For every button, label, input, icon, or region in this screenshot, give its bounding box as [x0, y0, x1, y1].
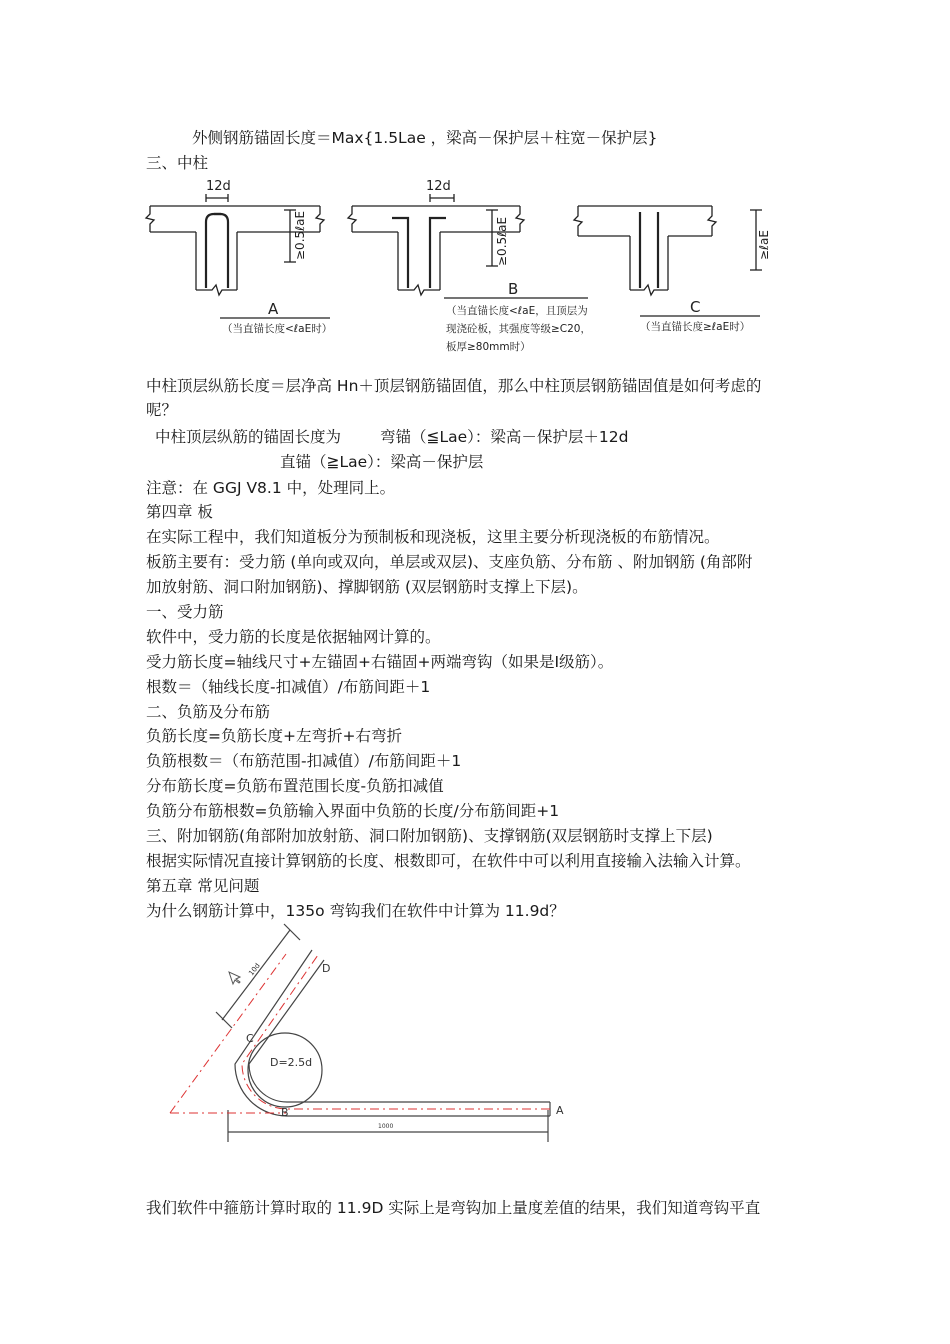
figure-c-frame — [574, 206, 762, 316]
text-line: 根数＝（轴线长度-扣减值）/布筋间距＋1 — [146, 678, 431, 696]
hook-figure — [0, 920, 950, 1160]
label-c: C — [690, 298, 701, 316]
text-line: 弯锚（≦Lae）：梁高－保护层＋12d — [380, 428, 629, 446]
label-a: A — [268, 300, 279, 318]
text-line: 中柱顶层纵筋长度＝层净高 Hn＋顶层钢筋锚固值，那么中柱顶层钢筋锚固值是如何考虑的 — [146, 377, 762, 395]
chapter-heading: 第四章 板 — [146, 503, 213, 521]
text-line: 加放射筋、洞口附加钢筋)、撑脚钢筋 (双层钢筋时支撑上下层)。 — [146, 578, 588, 596]
text-line: 分布筋长度=负筋布置范围长度-负筋扣减值 — [146, 777, 444, 795]
dim-lae-c: ≥ℓaE — [757, 230, 771, 260]
text-line: 注意：在 GGJ V8.1 中，处理同上。 — [146, 479, 396, 497]
point-a-label: A — [556, 1104, 564, 1117]
point-d-label: D — [322, 962, 331, 975]
note-b-2: 现浇砼板，其强度等级≥C20， — [446, 323, 591, 335]
slant-dim-label: 10d — [247, 961, 262, 978]
text-line: 直锚（≧Lae）：梁高－保护层 — [280, 453, 484, 471]
bottom-dim-label: 1000 — [378, 1123, 394, 1130]
section-heading: 二、负筋及分布筋 — [146, 703, 271, 721]
text-line: 受力筋长度=轴线尺寸+左锚固+右锚固+两端弯钩（如果是Ⅰ级筋）。 — [146, 653, 614, 671]
section-heading: 一、受力筋 — [146, 603, 224, 621]
text-line: 中柱顶层纵筋的锚固长度为 — [155, 428, 342, 446]
dim-12d-a: 12d — [206, 179, 231, 194]
text-line: 我们软件中箍筋计算时取的 11.9D 实际上是弯钩加上量度差值的结果，我们知道弯钩平直 — [146, 1199, 761, 1217]
text-line: 负筋根数＝（布筋范围-扣减值）/布筋间距＋1 — [146, 752, 462, 770]
point-c-label: C — [246, 1032, 254, 1045]
label-b: B — [508, 280, 519, 298]
chapter-heading: 第五章 常见问题 — [146, 877, 260, 895]
text-line: 根据实际情况直接计算钢筋的长度、根数即可，在软件中可以利用直接输入法输入计算。 — [146, 852, 751, 870]
section-heading: 三、附加钢筋(角部附加放射筋、洞口附加钢筋)、支撑钢筋(双层钢筋时支撑上下层) — [146, 827, 713, 845]
dim-05lae-a: ≥0.5ℓaE — [293, 210, 307, 260]
column-anchorage-figure — [0, 170, 950, 400]
text-line: 为什么钢筋计算中，135o 弯钩我们在软件中计算为 11.9d？ — [146, 902, 565, 920]
dim-12d-b: 12d — [426, 179, 451, 194]
figure-b-frame — [348, 194, 588, 298]
text-line: 板筋主要有：受力筋 (单向或双向，单层或双层)、支座负筋、分布筋 、附加钢筋 (角部附 — [146, 553, 753, 571]
point-b-label: B — [281, 1106, 289, 1119]
note-b-3: 板厚≥80mm时） — [446, 341, 531, 353]
text-line: 外侧钢筋锚固长度＝Max{1.5Lae ，梁高－保护层＋柱宽－保护层} — [192, 129, 658, 147]
text-line: 呢？ — [146, 401, 178, 419]
note-c: （当直锚长度≥ℓaE时） — [640, 321, 751, 333]
note-b-1: （当直锚长度<ℓaE，且顶层为 — [446, 305, 588, 317]
text-line: 在实际工程中，我们知道板分为预制板和现浇板，这里主要分析现浇板的布筋情况。 — [146, 528, 720, 546]
note-a: （当直锚长度<ℓaE时） — [222, 323, 333, 335]
section-heading: 三、中柱 — [146, 154, 209, 172]
text-line: 负筋长度=负筋长度+左弯折+右弯折 — [146, 727, 402, 745]
text-line: 软件中，受力筋的长度是依据轴网计算的。 — [146, 628, 441, 646]
diameter-label: D=2.5d — [270, 1056, 313, 1069]
dim-05lae-b: ≥0.5ℓaE — [495, 216, 509, 266]
text-line: 负筋分布筋根数=负筋输入界面中负筋的长度/分布筋间距+1 — [146, 802, 560, 820]
